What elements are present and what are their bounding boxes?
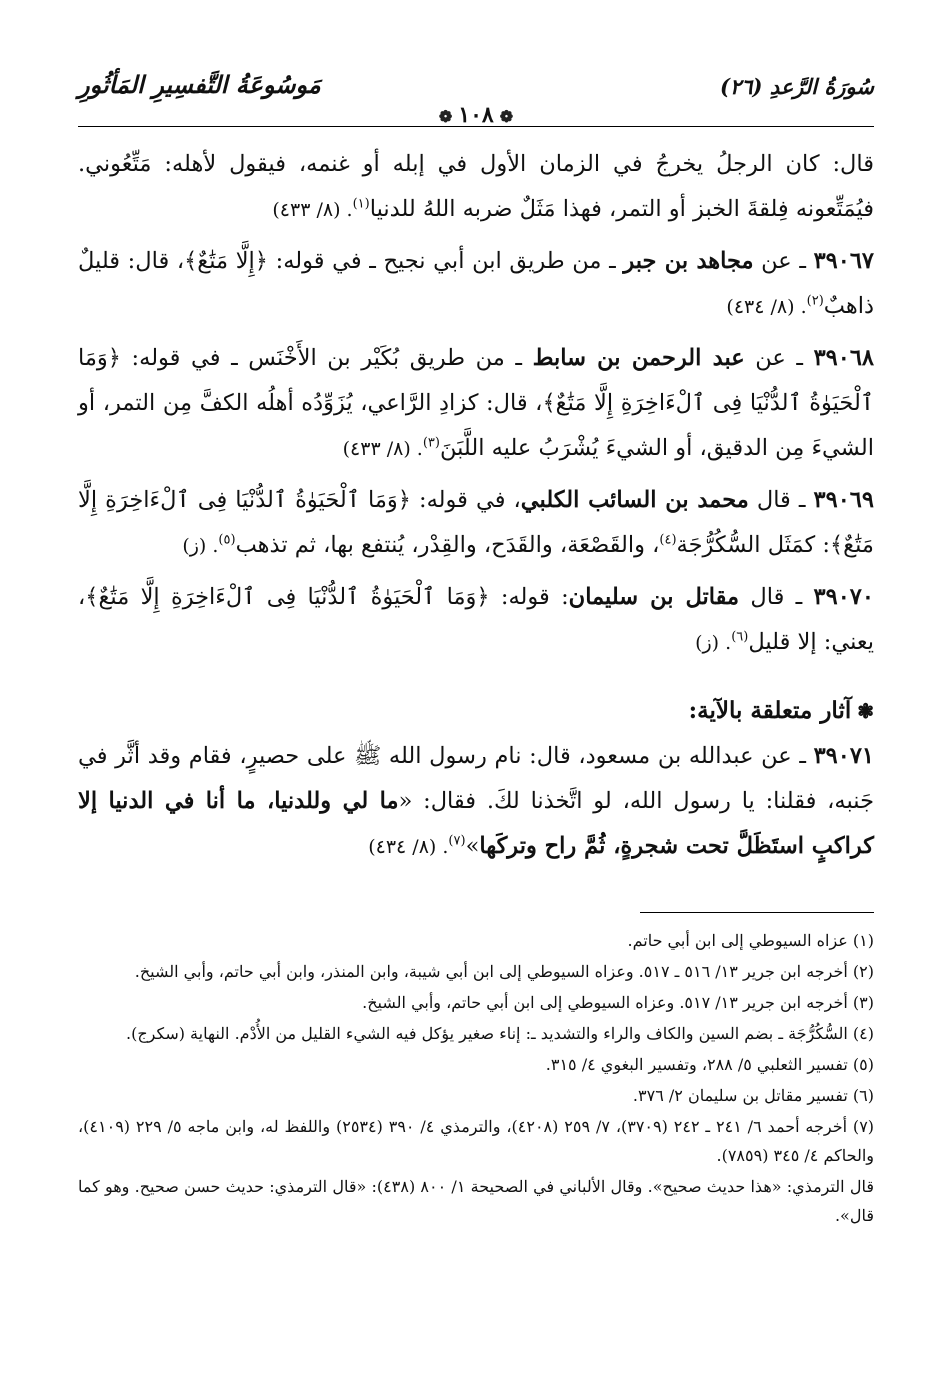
hadith-quote: ما لي وللدنيا، ما أنا في الدنيا إلا كراكبٍ استَظَلَّ تحت شجرةٍ، ثُمَّ راح وتركَها <box>78 788 874 859</box>
series-title: مَوسُوعَةُ التَّفسِيرِ المَأثُورِ <box>78 70 321 99</box>
narration-39069 <box>78 478 874 569</box>
narrator-name: مجاهد بن جبر <box>623 248 754 274</box>
paragraph-text: ، قال: كزادِ الرَّاعي، يُزَوِّدُه أهلُه الكفَّ مِن التمر، أو الشيءَ مِن الدقيق، أو الشيءَ يُشْرَبُ عليه اللَّبَنَ <box>78 390 874 461</box>
ornament-icon: ❁ <box>438 107 453 126</box>
source-reference: . (٨/ ٤٣٣) <box>342 438 423 460</box>
quran-verse: ﴿وَمَا ٱلْحَيَوٰةُ ٱلدُّنْيَا فِى ٱلْءَاخِرَةِ إِلَّا مَتَٰعٌ﴾ <box>78 345 874 416</box>
footnote-marker: (٧) <box>448 833 466 849</box>
footnote: (٣) أخرجه ابن جرير ١٣/ ٥١٧. وعزاه السيوطي إلى ابن أبي حاتم، وأبي الشيخ. <box>362 993 874 1012</box>
paragraph-text: : كمَثَل السُّكُرُّجَة <box>676 532 830 558</box>
footnote: (٢) أخرجه ابن جرير ١٣/ ٥١٦ ـ ٥١٧. وعزاه السيوطي إلى ابن أبي شيبة، وابن المنذر، وابن أبي حاتم، وأبي الشيخ. <box>134 962 874 981</box>
footnote: قال الترمذي: «هذا حديث صحيح». وقال الألباني في الصحيحة ١/ ٨٠٠ (٤٣٨): «قال الترمذي: حديث حسن صحيح. وهو كما قال». <box>78 1177 875 1225</box>
paragraph-text: ، في قوله: <box>410 487 521 513</box>
narration-number: ٣٩٠٧١ <box>813 743 874 769</box>
paragraph-text: ـ من طريق بُكَيْر بن الأَخْنَس ـ في قوله: <box>120 345 533 371</box>
paragraph-text: ـ عن عبدالله بن مسعود، قال: نام رسول الله ﷺ على حصيرٍ، فقام وقد أثَّر في جَنبه، فقلنا: يا رسول الله، لو اتَّخذنا لكَ. فقال: « <box>78 743 874 814</box>
page-number-block <box>78 102 874 128</box>
narrator-name: محمد بن السائب الكلبي <box>520 487 749 513</box>
paragraph-text: ـ من طريق ابن أبي نجيح ـ في قوله: <box>267 248 624 274</box>
footnote-marker: (١) <box>352 196 370 212</box>
footnote-marker: (٣) <box>422 435 440 451</box>
narrator-name: عبد الرحمن بن سابط <box>532 345 745 371</box>
paragraph-text: ـ قال <box>748 487 814 513</box>
paragraph-text: ـ قال <box>739 584 814 610</box>
source-reference: . (٨/ ٤٣٣) <box>272 199 353 221</box>
narration-number: ٣٩٠٦٨ <box>813 345 875 371</box>
footnote: (٦) تفسير مقاتل بن سليمان ٢/ ٣٧٦. <box>632 1086 874 1105</box>
narration-39067 <box>78 239 874 330</box>
running-header <box>78 70 874 128</box>
quran-verse: ﴿وَمَا ٱلْحَيَوٰةُ ٱلدُّنْيَا فِى ٱلْءَاخِرَةِ إِلَّا مَتَٰعٌ﴾ <box>78 487 874 558</box>
footnote-marker: (٥) <box>218 532 236 548</box>
header-rule <box>78 126 874 127</box>
paragraph-text: ـ عن <box>744 345 814 371</box>
footnote-marker: (٤) <box>659 532 677 548</box>
narration-39071 <box>78 734 874 870</box>
section-heading <box>78 688 874 734</box>
narration-number: ٣٩٠٦٧ <box>813 248 874 274</box>
paragraph-continuation <box>78 142 874 233</box>
narrator-name: مقاتل بن سليمان <box>568 584 740 610</box>
source-reference: . (ز) <box>182 535 219 557</box>
sura-title: سُورَةُ الرَّعدِ (٢٦) <box>719 74 874 99</box>
footnote-marker: (٦) <box>731 629 749 645</box>
quran-verse: ﴿وَمَا ٱلْحَيَوٰةُ ٱلدُّنْيَا فِى ٱلْءَاخِرَةِ إِلَّا مَتَٰعٌ﴾ <box>85 584 490 610</box>
main-text <box>78 142 874 870</box>
quran-verse: ﴿إِلَّا مَتَٰعٌ﴾ <box>184 248 268 274</box>
source-reference: . (٨/ ٤٣٤) <box>368 836 449 858</box>
footnote: (٥) تفسير الثعلبي ٥/ ٢٨٨، وتفسير البغوي ٤/ ٣١٥. <box>545 1055 874 1074</box>
paragraph-text: : قوله: <box>489 584 569 610</box>
page-number: ١٠٨ <box>458 102 494 128</box>
footnote: (٤) السُّكُرُّجَة ـ بضم السين والكاف والراء والتشديد ـ: إناء صغير يؤكل فيه الشيء القليل من الأُدْم. النهاية (سكرج). <box>126 1024 874 1043</box>
footnote-rule <box>640 912 874 913</box>
flower-ornament-icon: ❃ <box>857 699 874 723</box>
narration-39068 <box>78 336 874 472</box>
footnote: (٧) أخرجه أحمد ٦/ ٢٤١ ـ ٢٤٢ (٣٧٠٩)، ٧/ ٢٥٩ (٤٢٠٨)، والترمذي ٤/ ٣٩٠ (٢٥٣٤) واللفظ له، وابن ماجه ٥/ ٢٢٩ (٤١٠٩)، والحاكم ٤/ ٣٤٥ (٧٨٥٩). <box>78 1117 875 1165</box>
quote-close: » <box>465 833 480 859</box>
narration-number: ٣٩٠٧٠ <box>813 584 874 610</box>
ornament-icon: ❁ <box>499 107 514 126</box>
footnote-marker: (٢) <box>806 293 824 309</box>
paragraph-text: ، يعني: إلا قليل <box>78 584 874 655</box>
footnotes <box>78 926 874 1232</box>
narration-39070 <box>78 575 874 666</box>
source-reference: . (٨/ ٤٣٤) <box>726 296 807 318</box>
footnote: (١) عزاه السيوطي إلى ابن أبي حاتم. <box>627 931 874 950</box>
section-heading-text: آثار متعلقة بالآية: <box>688 697 852 724</box>
source-reference: . (ز) <box>695 632 732 654</box>
narration-number: ٣٩٠٦٩ <box>813 487 874 513</box>
paragraph-text: قال: كان الرجلُ يخرجُ في الزمان الأول في إبله أو غنمه، فيقول لأهله: مَتِّعُوني. فيُمَتِّعونه فِلقةَ الخبز أو التمر، فهذا مَثَلٌ ضربه اللهُ للدنيا <box>78 151 874 222</box>
paragraph-text: ، والقَصْعَة، والقَدَح، والقِدْر، يُنتفع بها، ثم تذهب <box>235 532 660 558</box>
paragraph-text: ـ عن <box>753 248 814 274</box>
paragraph-text: ، قال: قليلٌ ذاهبٌ <box>78 248 874 319</box>
